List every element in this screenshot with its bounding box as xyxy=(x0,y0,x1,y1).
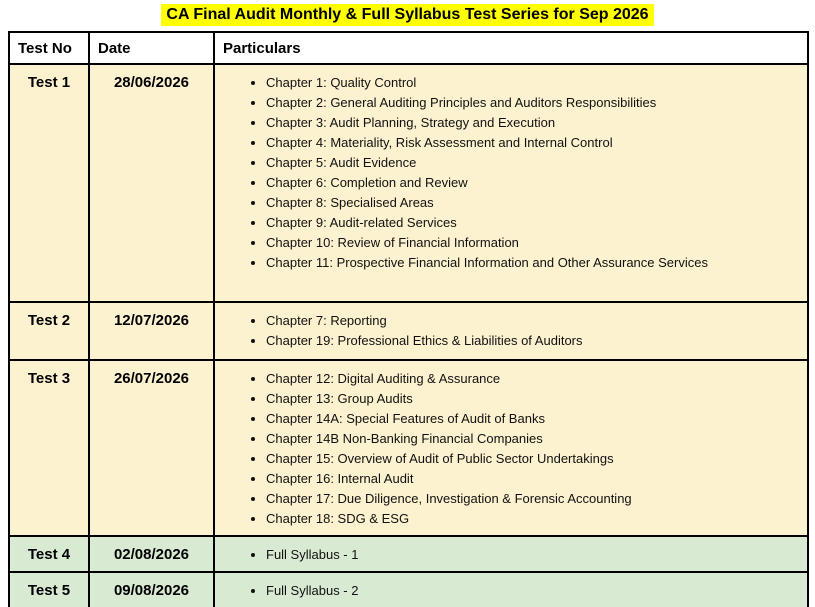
chapter-item: • Chapter 3: Audit Planning, Strategy and Execution xyxy=(266,113,741,133)
title-bar xyxy=(0,0,815,28)
test-no-cell: Test 2 xyxy=(9,302,89,360)
col-header-test-no: Test No xyxy=(9,32,89,64)
test-no-cell: Test 3 xyxy=(9,360,89,536)
chapter-item: • Chapter 9: Audit-related Services xyxy=(266,213,741,233)
schedule-table xyxy=(8,31,809,607)
chapter-item: • Chapter 6: Completion and Review xyxy=(266,173,741,193)
chapter-item: • Chapter 13: Group Audits xyxy=(266,389,741,409)
chapter-item: • Chapter 15: Overview of Audit of Public Sector Undertakings xyxy=(266,449,741,469)
test-no-cell: Test 4 xyxy=(9,536,89,572)
page-title: CA Final Audit Monthly & Full Syllabus Test Series for Sep 2026 xyxy=(161,4,653,26)
schedule-table-body xyxy=(9,64,808,607)
chapter-item: • Full Syllabus - 2 xyxy=(266,581,741,601)
table-row xyxy=(9,64,808,302)
table-row xyxy=(9,360,808,536)
col-header-date: Date xyxy=(89,32,214,64)
table-header-row xyxy=(9,32,808,64)
chapter-item: • Chapter 17: Due Diligence, Investigation & Forensic Accounting xyxy=(266,489,741,509)
date-cell: 12/07/2026 xyxy=(89,302,214,360)
chapter-item: • Chapter 10: Review of Financial Information xyxy=(266,233,741,253)
chapter-item: • Chapter 5: Audit Evidence xyxy=(266,153,741,173)
chapter-item: • Full Syllabus - 1 xyxy=(266,545,741,565)
table-row xyxy=(9,302,808,360)
chapter-item: • Chapter 1: Quality Control xyxy=(266,73,741,93)
particulars-list xyxy=(215,361,807,535)
chapter-item: • Chapter 14A: Special Features of Audit of Banks xyxy=(266,409,741,429)
col-header-particulars: Particulars xyxy=(214,32,808,64)
chapter-item: • Chapter 11: Prospective Financial Information and Other Assurance Services xyxy=(266,253,741,273)
chapter-item: • Chapter 2: General Auditing Principles and Auditors Responsibilities xyxy=(266,93,741,113)
chapter-item: • Chapter 8: Specialised Areas xyxy=(266,193,741,213)
particulars-list xyxy=(215,303,807,357)
particulars-list xyxy=(215,573,807,607)
chapter-item: • Chapter 7: Reporting xyxy=(266,311,741,331)
date-cell: 26/07/2026 xyxy=(89,360,214,536)
particulars-cell xyxy=(214,572,808,607)
particulars-cell xyxy=(214,64,808,302)
chapter-item: • Chapter 18: SDG & ESG xyxy=(266,509,741,529)
chapter-item: • Chapter 19: Professional Ethics & Liabilities of Auditors xyxy=(266,331,741,351)
particulars-cell xyxy=(214,536,808,572)
date-cell: 02/08/2026 xyxy=(89,536,214,572)
table-row xyxy=(9,572,808,607)
test-no-cell: Test 1 xyxy=(9,64,89,302)
particulars-cell xyxy=(214,302,808,360)
chapter-item: • Chapter 4: Materiality, Risk Assessment and Internal Control xyxy=(266,133,741,153)
chapter-item: • Chapter 16: Internal Audit xyxy=(266,469,741,489)
chapter-item: • Chapter 12: Digital Auditing & Assurance xyxy=(266,369,741,389)
table-row xyxy=(9,536,808,572)
particulars-list xyxy=(215,537,807,571)
particulars-cell xyxy=(214,360,808,536)
test-no-cell: Test 5 xyxy=(9,572,89,607)
date-cell: 09/08/2026 xyxy=(89,572,214,607)
chapter-item: • Chapter 14B Non-Banking Financial Companies xyxy=(266,429,741,449)
particulars-list xyxy=(215,65,807,279)
date-cell: 28/06/2026 xyxy=(89,64,214,302)
